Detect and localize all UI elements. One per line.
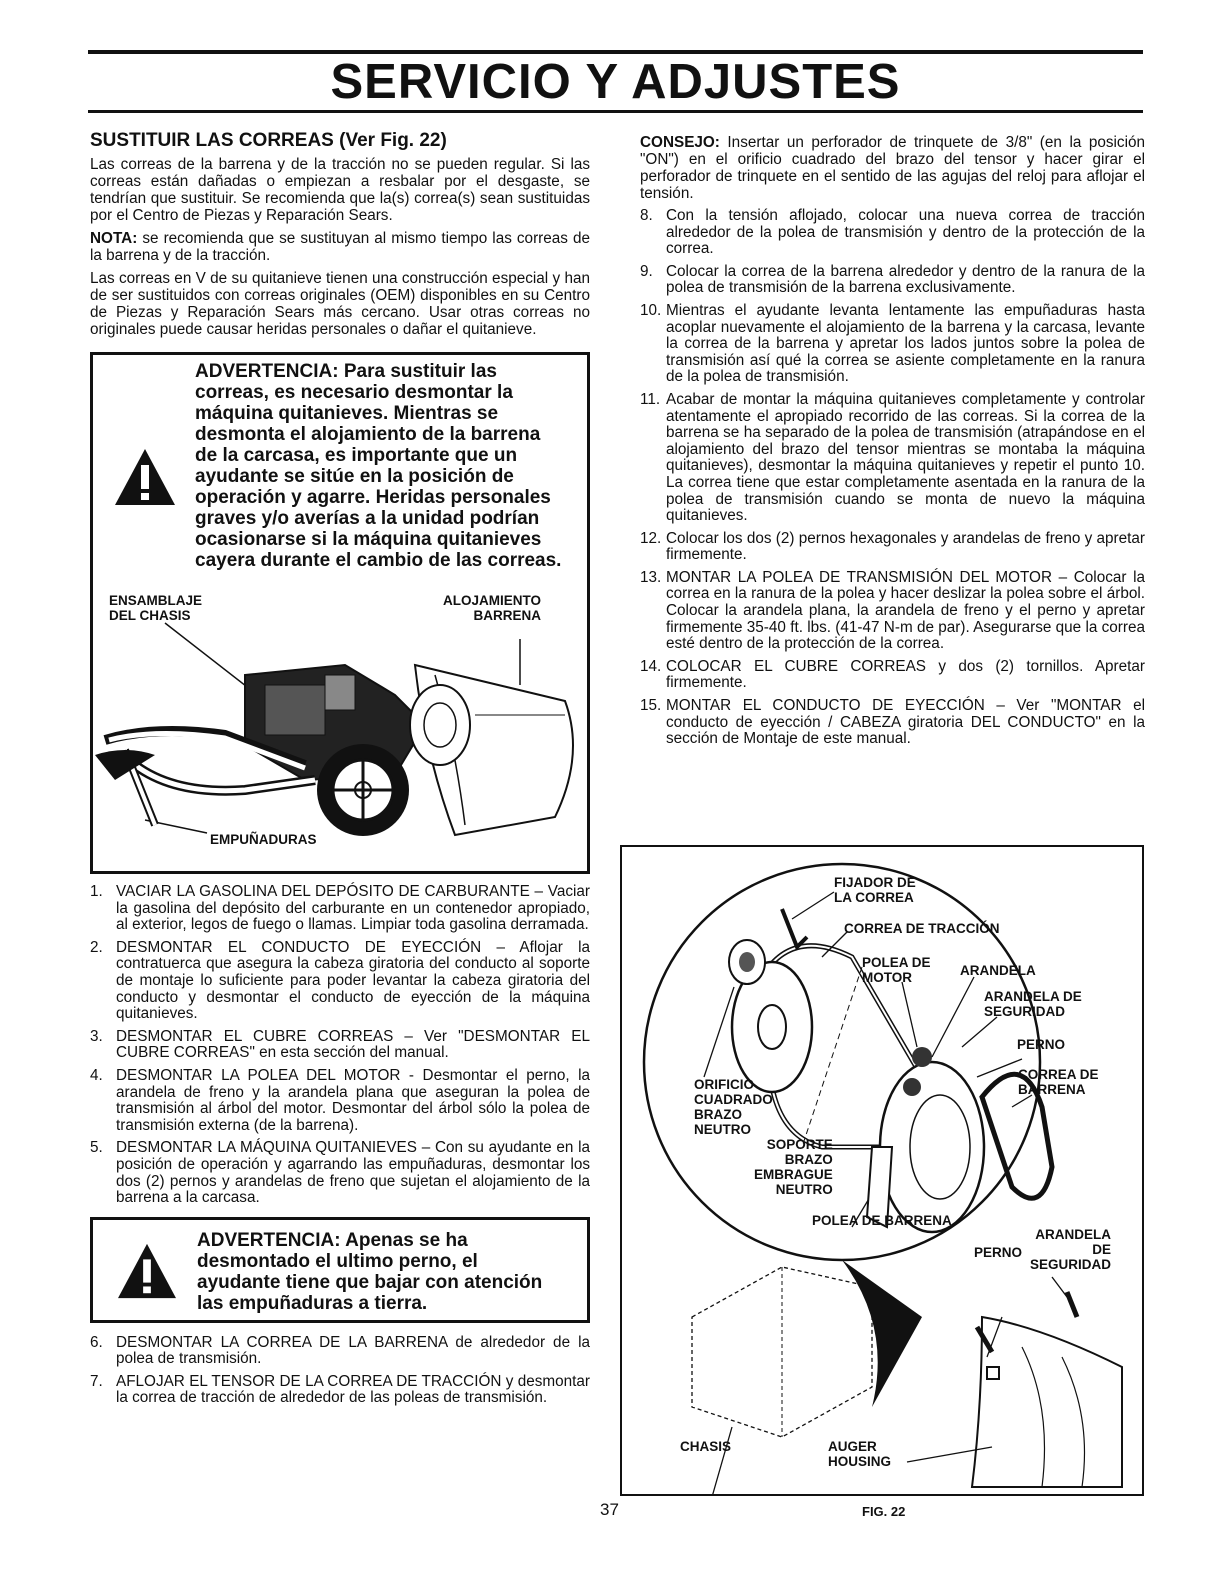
figure-22 — [620, 845, 1144, 1496]
list-item: 4. DESMONTAR LA POLEA DEL MOTOR - Desmontar el perno, la arandela de freno y la arandela plana que aseguran la polea de transmisión al árbol del motor. Desmontar del árbol sólo la polea de transmisión externa (de la barrena). — [90, 1066, 590, 1134]
figure-caption: FIG. 22 — [862, 1504, 906, 1519]
section-heading: SUSTITUIR LAS CORREAS (Ver Fig. 22) — [90, 130, 447, 151]
label-bolt: PERNO — [1017, 1037, 1066, 1052]
label-bolt-2: PERNO — [974, 1245, 1023, 1260]
label-belt-keeper: FIJADOR DE LA CORREA — [834, 875, 916, 905]
steps-list-1 — [90, 884, 590, 1207]
label-auger-belt: CORREA DE BARRENA — [1018, 1067, 1099, 1097]
title-rule — [88, 110, 1143, 113]
list-item: 14. COLOCAR EL CUBRE CORREAS y dos (2) tornillos. Apretar firmemente. — [640, 657, 1145, 692]
note-paragraph — [90, 230, 590, 264]
list-item: 8. Con la tensión aflojado, colocar una nueva correa de tracción alrededor de la polea de transmisión y dentro de la protección de la correa. — [640, 207, 1145, 258]
list-item: 10. Mientras el ayudante levanta lentamente las empuñaduras hasta acoplar nuevamente el alojamiento de la barrena y la carcasa, levante la correa de la barrena y apretar los lados juntos sobre la polea de transmisión así qué la correa se asiente completamente en la ranura de la polea de transmisión. — [640, 301, 1145, 386]
list-item: 2. DESMONTAR EL CONDUCTO DE EYECCIÓN – Aflojar la contratuerca que asegura la cabeza giratoria del conducto al soporte de montaje lo suficiente para poder levantar la cabeza giratoria del conducto y desmontar el conducto de eyección de la máquina quitanieves. — [90, 938, 590, 1023]
label-auger-housing-fig: AUGER HOUSING — [828, 1439, 892, 1469]
page-title: SERVICIO Y ADJUSTES — [330, 55, 901, 109]
warning-triangle-icon — [115, 1242, 179, 1300]
list-item: 1. VACIAR LA GASOLINA DEL DEPÓSITO DE CARBURANTE – Vaciar la gasolina del depósito del carburante en un contenedor apropiado, al exterior, legos de fuego o llamas. Limpiar toda gasolina derramada. — [90, 883, 590, 934]
list-item: 15. MONTAR EL CONDUCTO DE EYECCIÓN – Ver "MONTAR el conducto de eyección / CABEZA giratoria DEL CONDUCTO" en la sección de Montaje de este manual. — [640, 697, 1145, 748]
label-square-hole: ORIFICIO CUADRADO BRAZO NEUTRO — [694, 1077, 773, 1137]
list-item: 6. DESMONTAR LA CORREA DE LA BARRENA de alrededor de la polea de transmisión. — [90, 1333, 590, 1368]
steps-list-2 — [90, 1335, 590, 1407]
label-auger-pulley: POLEA DE BARRENA — [812, 1213, 952, 1228]
list-item: 3. DESMONTAR EL CUBRE CORREAS – Ver "DESMONTAR EL CUBRE CORREAS" en esta sección del manual. — [90, 1027, 590, 1062]
note-label: NOTA: — [90, 230, 138, 247]
label-lock-washer-2: ARANDELA DE SEGURIDAD — [1030, 1227, 1112, 1272]
warning-box-2 — [90, 1217, 590, 1323]
list-item: 13. MONTAR LA POLEA DE TRANSMISIÓN DEL MOTOR – Colocar la correa en la ranura de la polea y hacer deslizar la polea sobre el árbol. Colocar la arandela plana, la arandela de freno y el perno y apretar firmemente 35-40 ft. lbs. (41-47 N-m de par). Asegurarse que la correa esté dentro de la protección de la correa. — [640, 568, 1145, 653]
label-washer: ARANDELA — [960, 963, 1036, 978]
list-item: 11. Acabar de montar la máquina quitanieves completamente y controlar atentamente el apropiado recorrido de las correas. Si la correa de la barrena se ha separado de la polea de transmisión (atrapándose en el alojamiento del brazo del tensor mientras se montaba la máquina quitanieves), desmontar la máquina quitanieves y repetir el punto 10. La correa tiene que estar completamente asentada en la ranura de la polea de transmisión cuando se monta de nuevo la máquina quitanieves. — [640, 390, 1145, 525]
label-auger-housing: ALOJAMIENTO BARRENA — [443, 593, 542, 623]
snowblower-illustration — [95, 605, 589, 865]
label-bracket: SOPORTE BRAZO EMBRAGUE NEUTRO — [754, 1137, 833, 1197]
list-item: 5. DESMONTAR LA MÁQUINA QUITANIEVES – Con su ayudante en la posición de operación y agarrando las empuñaduras, desmontar los dos (2) pernos y arandelas de freno que sujetan el alojamiento de la barrena a la carcasa. — [90, 1139, 590, 1207]
tip-paragraph — [640, 134, 1145, 202]
tip-label: CONSEJO: — [640, 134, 720, 151]
warning-triangle-icon — [113, 447, 177, 507]
tip-text: Insertar un perforador de trinquete de 3/8" (en la posición "ON") en el orificio cuadrado del brazo del tensor y hacer girar el perforador de trinquete en el sentido de las agujas del reloj para aflojar el tensión. — [640, 134, 1145, 202]
intro-paragraph: Las correas de la barrena y de la tracción no se pueden regular. Si las correas están dañadas o empiezan a resbalar por el desgaste, se tendrían que sustituir. Se recomienda que la(s) correa(s) sean sustituidas por el Centro de Piezas y Reparación Sears. — [90, 156, 590, 224]
label-lock-washer: ARANDELA DE SEGURIDAD — [984, 989, 1082, 1019]
steps-list-3 — [640, 208, 1145, 748]
vbelt-paragraph: Las correas en V de su quitanieve tienen una construcción especial y han de ser sustituidos con correas originales (OEM) disponibles en su Centro de Piezas y Reparación Sears más cercano. Usar otras correas no originales puede causar heridas personales o dañar el quitanieve. — [90, 270, 590, 338]
label-handles: EMPUÑADURAS — [210, 832, 317, 847]
page-number: 37 — [600, 1500, 619, 1519]
list-item: 9. Colocar la correa de la barrena alrededor y dentro de la ranura de la polea de transmisión de la barrena exclusivamente. — [640, 262, 1145, 297]
label-chassis: CHASIS — [680, 1439, 732, 1454]
warning-box-1 — [90, 352, 590, 874]
warning-text-1: ADVERTENCIA: Para sustituir las correas, es necesario desmontar la máquina quitanieves. Mientras se desmonta el alojamiento de la barrena de la carcasa, es importante que un ayudante se sitúe en la posición de operación y agarre. Heridas personales graves y/o averías a la unidad podrían ocasionarse si la máquina quitanieves cayera durante el cambio de las correas. — [195, 361, 562, 571]
warning-text-2: ADVERTENCIA: Apenas se ha desmontado el ultimo perno, el ayudante tiene que bajar con atención las empuñaduras a tierra. — [197, 1229, 543, 1314]
left-column — [90, 128, 590, 1413]
label-engine-pulley: POLEA DE MOTOR — [862, 955, 931, 985]
right-column — [640, 134, 1145, 754]
note-text: se recomienda que se sustituyan al mismo tiempo las correas de la barrena y de la tracción. — [90, 230, 590, 264]
label-chassis-assembly: ENSAMBLAJE DEL CHASIS — [109, 593, 203, 623]
list-item: 12. Colocar los dos (2) pernos hexagonales y arandelas de freno y apretar firmemente. — [640, 529, 1145, 564]
list-item: 7. AFLOJAR EL TENSOR DE LA CORREA DE TRACCIÓN y desmontar la correa de tracción de alrededor de las poleas de transmisión. — [90, 1372, 590, 1407]
belt-diagram-illustration — [622, 847, 1142, 1494]
label-traction-belt: CORREA DE TRACCIÓN — [844, 921, 1000, 936]
